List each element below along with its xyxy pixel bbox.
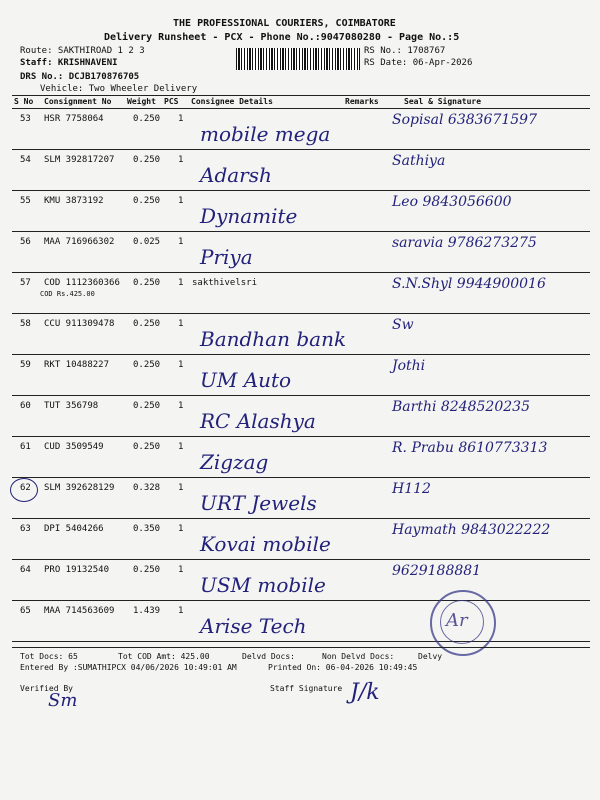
row-sno: 58: [20, 319, 31, 329]
total-cod: Tot COD Amt: 425.00: [118, 652, 210, 661]
row-consignment-no: CCU 911309478: [44, 319, 115, 329]
total-docs: Tot Docs: 65: [20, 652, 78, 661]
row-consignee-handwriting: Zigzag: [200, 450, 269, 474]
row-divider: [12, 149, 590, 150]
printed-on: Printed On: 06-04-2026 10:49:45: [268, 663, 418, 672]
row-consignee-handwriting: RC Alashya: [200, 409, 316, 433]
row-pcs: 1: [178, 442, 184, 452]
row-weight: 0.025: [133, 237, 161, 247]
rs-number: RS No.: 1708767: [364, 46, 446, 56]
row-consignment-no: CUD 3509549: [44, 442, 104, 452]
row-sno: 53: [20, 114, 31, 124]
row-sno: 57: [20, 278, 31, 288]
row-seal-signature: Haymath 9843022222: [392, 522, 551, 538]
row-consignment-no: RKT 10488227: [44, 360, 110, 370]
runsheet-title: Delivery Runsheet - PCX - Phone No.:9047080280 - Page No.:5: [104, 32, 460, 43]
row-consignee-handwriting: mobile mega: [200, 122, 331, 146]
row-divider: [12, 395, 590, 396]
row-pcs: 1: [178, 319, 184, 329]
row-cod-amount: COD Rs.425.00: [40, 290, 95, 298]
row-divider: [12, 354, 590, 355]
row-consignee-handwriting: Adarsh: [200, 163, 272, 187]
company-title: THE PROFESSIONAL COURIERS, COIMBATORE: [173, 18, 396, 29]
row-weight: 0.250: [133, 565, 161, 575]
row-seal-signature: S.N.Shyl 9944900016: [392, 276, 546, 292]
staff-label: Staff: KRISHNAVENI: [20, 58, 118, 68]
row-sno: 54: [20, 155, 31, 165]
row-seal-signature: Jothi: [392, 358, 426, 374]
row-sno: 56: [20, 237, 31, 247]
row-consignee-handwriting: Kovai mobile: [200, 532, 331, 556]
row-divider: [12, 641, 590, 642]
header-bottom-rule: [12, 108, 590, 109]
company-stamp: Ar: [430, 590, 496, 656]
row-seal-signature: Sathiya: [392, 153, 446, 169]
vehicle-label: Vehicle: Two Wheeler Delivery: [40, 84, 198, 94]
row-consignment-no: SLM 392628129: [44, 483, 115, 493]
row-weight: 0.250: [133, 442, 161, 452]
delivered-docs: Delvd Docs:: [242, 652, 295, 661]
row-seal-signature: Leo 9843056600: [392, 194, 512, 210]
row-weight: 1.439: [133, 606, 161, 616]
col-remarks: Remarks: [345, 97, 379, 106]
row-weight: 0.350: [133, 524, 161, 534]
non-delivered-docs: Non Delvd Docs:: [322, 652, 395, 661]
row-seal-signature: saravia 9786273275: [392, 235, 537, 251]
row-weight: 0.250: [133, 114, 161, 124]
row-pcs: 1: [178, 483, 184, 493]
row-consignee-handwriting: Arise Tech: [200, 614, 307, 638]
row-consignee-handwriting: URT Jewels: [200, 491, 317, 515]
row-divider: [12, 436, 590, 437]
col-consignment: Consignment No: [44, 97, 112, 106]
row-weight: 0.328: [133, 483, 161, 493]
row-seal-signature: H112: [392, 481, 431, 497]
row-weight: 0.250: [133, 360, 161, 370]
row-pcs: 1: [178, 237, 184, 247]
row-sno: 65: [20, 606, 31, 616]
row-consignee-handwriting: Priya: [200, 245, 253, 269]
row-divider: [12, 600, 590, 601]
row-sno: 62: [20, 483, 31, 493]
circled-row-mark: [10, 478, 38, 502]
row-divider: [12, 559, 590, 560]
row-sno: 64: [20, 565, 31, 575]
row-pcs: 1: [178, 196, 184, 206]
row-pcs: 1: [178, 278, 184, 288]
rs-date: RS Date: 06-Apr-2026: [364, 58, 473, 68]
col-sno: S No: [14, 97, 34, 106]
row-consignment-no: PRO 19132540: [44, 565, 110, 575]
delivery-label: Delvy: [418, 652, 443, 661]
row-pcs: 1: [178, 155, 184, 165]
row-sno: 61: [20, 442, 31, 452]
row-pcs: 1: [178, 114, 184, 124]
row-weight: 0.250: [133, 196, 161, 206]
row-divider: [12, 518, 590, 519]
verified-signature: Sm: [48, 690, 78, 711]
route-label: Route: SAKTHIROAD 1 2 3: [20, 46, 145, 56]
footer-rule: [12, 647, 590, 648]
row-seal-signature: 9629188881: [392, 563, 482, 579]
entered-by: Entered By :SUMATHIPCX 04/06/2026 10:49:01 AM: [20, 663, 237, 672]
staff-signature-label: Staff Signature: [270, 684, 343, 693]
verified-by-label: Verified By: [20, 684, 73, 693]
row-consignment-no: MAA 714563609: [44, 606, 115, 616]
col-pcs: PCS: [164, 97, 179, 106]
row-pcs: 1: [178, 606, 184, 616]
row-sno: 60: [20, 401, 31, 411]
row-consignment-no: TUT 356798: [44, 401, 99, 411]
col-consignee: Consignee Details: [191, 97, 273, 106]
row-consignee-handwriting: UM Auto: [200, 368, 292, 392]
row-seal-signature: Sw: [392, 317, 414, 333]
row-consignment-no: DPI 5404266: [44, 524, 104, 534]
row-consignee-handwriting: Bandhan bank: [200, 327, 347, 351]
row-divider: [12, 190, 590, 191]
row-pcs: 1: [178, 524, 184, 534]
row-weight: 0.250: [133, 401, 161, 411]
row-divider: [12, 477, 590, 478]
row-consignment-no: SLM 392817207: [44, 155, 115, 165]
col-weight: Weight: [127, 97, 156, 106]
row-weight: 0.250: [133, 278, 161, 288]
staff-signature: J/k: [350, 680, 380, 705]
row-consignee-handwriting: USM mobile: [200, 573, 326, 597]
row-divider: [12, 272, 590, 273]
row-consignee-handwriting: Dynamite: [200, 204, 298, 228]
row-seal-signature: R. Prabu 8610773313: [392, 440, 548, 456]
row-pcs: 1: [178, 401, 184, 411]
header-top-rule: [12, 95, 590, 96]
row-consignment-no: HSR 7758064: [44, 114, 104, 124]
row-divider: [12, 231, 590, 232]
row-sno: 55: [20, 196, 31, 206]
row-pcs: 1: [178, 565, 184, 575]
row-pcs: 1: [178, 360, 184, 370]
barcode: [236, 48, 360, 70]
row-consignment-no: COD 1112360366: [44, 278, 120, 288]
row-consignment-no: KMU 3873192: [44, 196, 104, 206]
row-divider: [12, 313, 590, 314]
row-sno: 59: [20, 360, 31, 370]
drs-number: DRS No.: DCJB170876705: [20, 72, 140, 82]
row-sno: 63: [20, 524, 31, 534]
row-consignee-printed: sakthivelsri: [192, 278, 258, 288]
row-consignment-no: MAA 716966302: [44, 237, 115, 247]
row-weight: 0.250: [133, 319, 161, 329]
row-seal-signature: Barthi 8248520235: [392, 399, 530, 415]
col-seal: Seal & Signature: [404, 97, 482, 106]
row-weight: 0.250: [133, 155, 161, 165]
row-seal-signature: Sopisal 6383671597: [392, 112, 537, 128]
